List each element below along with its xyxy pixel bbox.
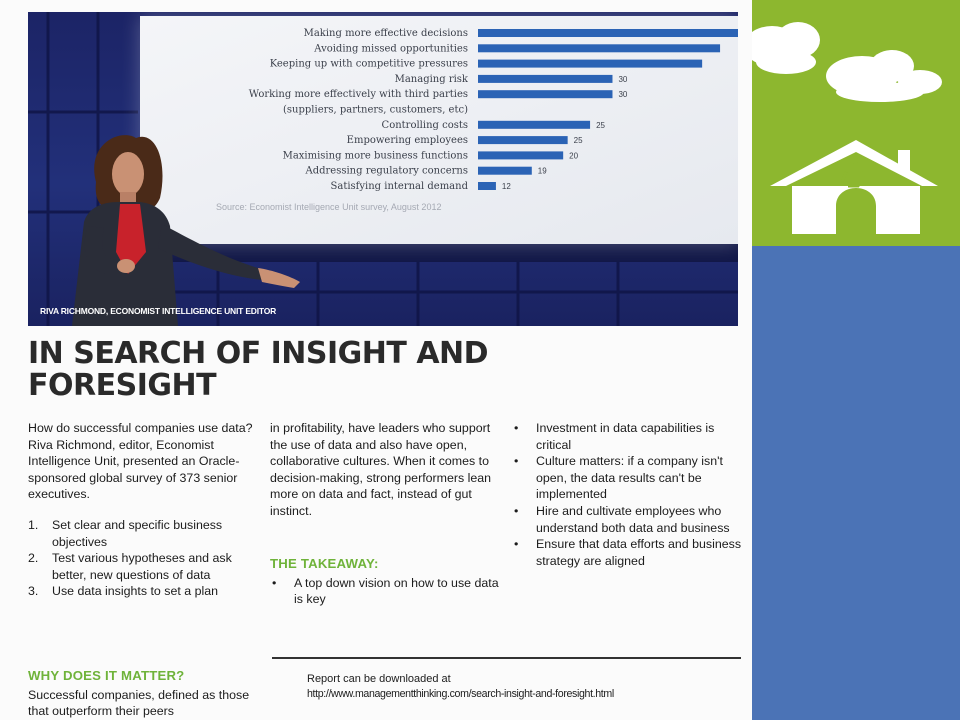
step-text: Set clear and specific business objectives — [52, 517, 223, 549]
headline-line-2: FORESIGHT — [28, 368, 217, 403]
takeaway-item — [512, 503, 744, 536]
why-section — [28, 656, 256, 720]
takeaway-text: Ensure that data efforts and business strategy are aligned — [536, 537, 742, 568]
slide-value-label: 12 — [501, 182, 511, 191]
report-link[interactable]: http://www.managementthinking.com/search-insight-and-foresight.html — [307, 688, 614, 700]
bullet-icon: • — [272, 575, 277, 590]
step-text: Test various hypotheses and ask better, new questions of data — [52, 551, 232, 582]
takeaway-text: Investment in data capabilities is critical — [536, 421, 715, 452]
slide-value-label: 30 — [618, 90, 628, 100]
slide-category-label: Avoiding missed opportunities — [314, 43, 468, 55]
headline-line-1: IN SEARCH OF INSIGHT AND — [28, 336, 489, 371]
takeaway-text: Culture matters: if a company isn't open, the data results can't be implemented — [536, 454, 723, 502]
recycle-house-icon — [752, 0, 960, 246]
slide-category-label: Addressing regulatory concerns — [305, 165, 468, 177]
takeaway-item — [512, 536, 744, 569]
column-3 — [512, 420, 744, 569]
intro-paragraph: How do successful companies use data? Riva Richmond, editor, Economist Intelligence Unit, presented an Oracle-sponsored global survey of 373 senior executives. — [28, 421, 253, 502]
slide-value-label: 19 — [537, 166, 547, 176]
slide-category-label: Empowering employees — [346, 135, 468, 147]
step-text: Use data insights to set a plan — [52, 584, 218, 599]
step-number: 3. — [28, 584, 39, 599]
slide-bar — [478, 44, 720, 52]
slide-category-label: Controlling costs — [381, 119, 468, 131]
takeaway-list — [270, 575, 500, 608]
slide-bar — [478, 121, 590, 129]
slide-bar — [478, 182, 496, 190]
takeaway-text: A top down vision on how to use data is key — [294, 575, 499, 607]
footer-divider — [272, 657, 741, 659]
slide-value-label: 25 — [596, 120, 605, 130]
slide-category-label: Keeping up with competitive pressures — [269, 58, 468, 70]
step-number: 2. — [28, 551, 39, 566]
takeaway-list-continued — [512, 420, 744, 569]
slide-bar — [478, 60, 702, 68]
body-paragraph: in profitability, have leaders who support the use of data and also have open, collaborative cultures. When it comes to decision-making, strong performers lean more on data and fact, instead of gut instinct. — [270, 421, 492, 518]
side-decoration — [752, 0, 960, 720]
slide-category-label: Making more effective decisions — [303, 28, 468, 39]
column-2 — [270, 420, 500, 607]
slide-value-label: 30 — [618, 74, 628, 84]
takeaway-item — [512, 420, 744, 453]
slide-bar — [478, 75, 612, 83]
column-1 — [28, 420, 256, 719]
presenter-figure — [28, 12, 328, 326]
step-item — [28, 583, 256, 600]
slide-source: Source: Economist Intelligence Unit survey, August 2012 — [216, 202, 442, 212]
article-headline — [28, 338, 588, 402]
slide-category-label: (suppliers, partners, customers, etc) — [283, 104, 468, 116]
slide-bar — [478, 167, 532, 175]
side-blue-block — [752, 246, 960, 720]
steps-list — [28, 517, 256, 600]
why-text: Successful companies, defined as those that outperform their peers — [28, 687, 250, 719]
step-item — [28, 517, 256, 550]
slide-category-label: Managing risk — [394, 73, 468, 85]
slide-value-label: 25 — [573, 136, 583, 146]
bullet-icon: • — [514, 503, 519, 518]
bullet-icon: • — [514, 454, 519, 469]
report-note — [307, 672, 614, 702]
slide-bar — [478, 151, 563, 159]
slide-category-label: Working more effectively with third parties — [248, 89, 468, 101]
bullet-icon: • — [514, 421, 519, 435]
slide-bar — [478, 136, 568, 144]
takeaway-item — [512, 453, 744, 503]
slide-value-label: 20 — [569, 151, 579, 161]
slide-bar — [478, 29, 738, 37]
report-label: Report can be downloaded at — [307, 673, 451, 685]
bullet-icon: • — [514, 537, 519, 552]
step-item — [28, 550, 256, 583]
slide-category-label: Maximising more business functions — [282, 150, 468, 162]
presentation-photo — [28, 12, 738, 326]
step-number: 1. — [28, 517, 39, 532]
takeaway-item — [270, 575, 500, 608]
takeaway-heading: THE TAKEAWAY: — [270, 556, 379, 571]
takeaway-text: Hire and cultivate employees who understand both data and business — [536, 503, 730, 535]
why-heading: WHY DOES IT MATTER? — [28, 668, 185, 683]
takeaway-section — [270, 556, 500, 608]
photo-caption: RIVA RICHMOND, ECONOMIST INTELLIGENCE UNIT EDITOR — [40, 306, 277, 316]
slide-category-label: Satisfying internal demand — [330, 181, 468, 192]
slide-bar — [478, 90, 612, 98]
